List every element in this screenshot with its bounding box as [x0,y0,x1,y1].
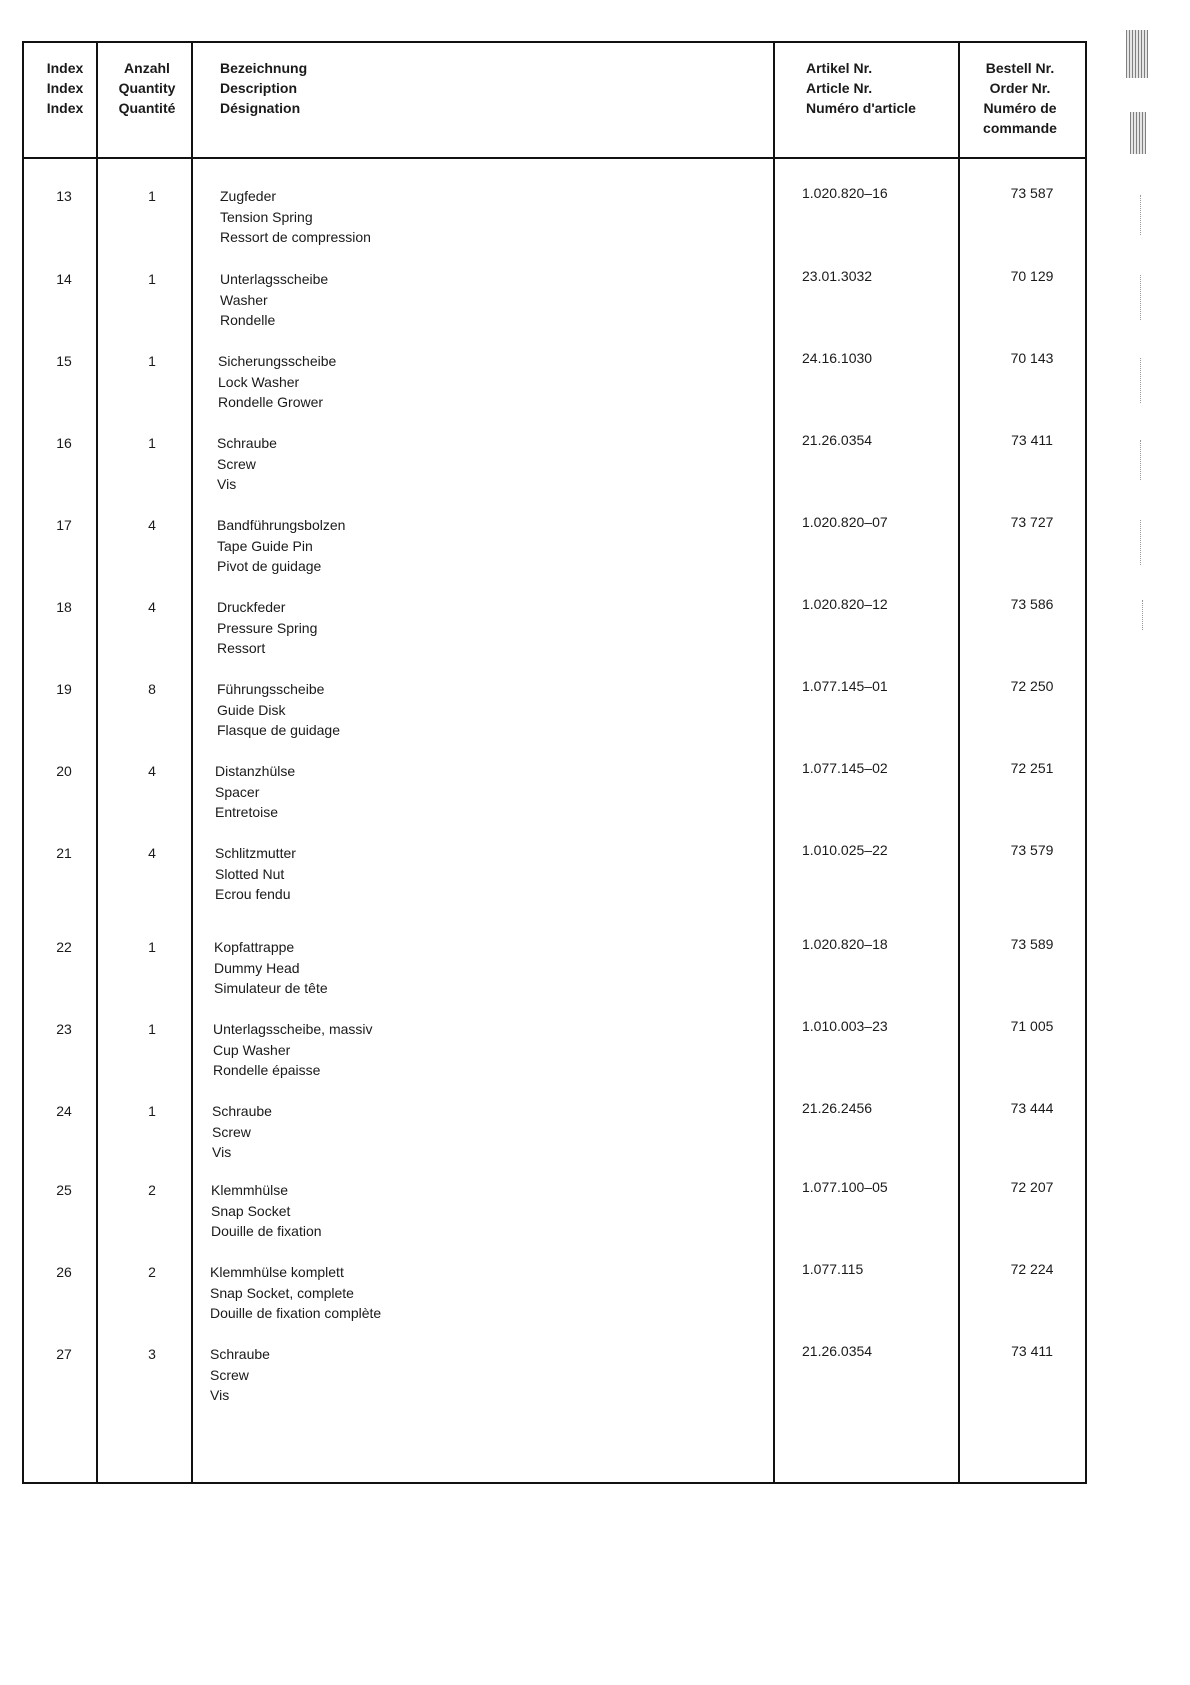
row-index: 25 [56,1182,72,1198]
row-quantity: 4 [148,763,156,779]
row-article-number: 1.077.115 [802,1261,864,1277]
row-quantity: 3 [148,1346,156,1362]
row-quantity: 1 [148,939,156,955]
row-article-number: 23.01.3032 [802,268,873,284]
row-index: 26 [56,1264,72,1280]
row-order-number: 72 250 [1010,678,1054,694]
row-index: 23 [56,1021,72,1037]
row-order-number: 70 143 [1010,350,1054,366]
header-article-number: Artikel Nr. Article Nr. Numéro d'article [806,60,916,116]
row-order-number: 73 589 [1010,936,1054,952]
table-row [22,843,1087,903]
table-row [22,1180,1087,1240]
row-quantity: 4 [148,599,156,615]
table-row [22,937,1087,997]
row-order-number: 72 207 [1010,1179,1054,1195]
row-description: Druckfeder Pressure Spring Ressort [217,599,318,656]
row-article-number: 21.26.0354 [802,432,873,448]
row-article-number: 21.26.0354 [802,1343,873,1359]
row-index: 14 [56,271,72,287]
row-description: Klemmhülse Snap Socket Douille de fixation [211,1182,322,1239]
row-quantity: 1 [148,1021,156,1037]
table-row [22,761,1087,821]
table-row [22,1101,1087,1161]
header-description: Bezeichnung Description Désignation [220,60,308,116]
row-index: 20 [56,763,72,779]
row-description: Kopfattrappe Dummy Head Simulateur de tête [214,939,328,996]
row-order-number: 72 224 [1010,1261,1054,1277]
row-index: 17 [56,517,72,533]
row-index: 21 [56,845,72,861]
table-row [22,679,1087,739]
row-description: Bandführungsbolzen Tape Guide Pin Pivot de guidage [217,517,346,574]
row-order-number: 73 587 [1010,185,1054,201]
row-description: Distanzhülse Spacer Entretoise [215,763,296,820]
row-quantity: 1 [148,188,156,204]
row-quantity: 8 [148,681,156,697]
row-description: Zugfeder Tension Spring Ressort de compression [220,188,371,245]
row-order-number: 73 586 [1010,596,1054,612]
row-quantity: 1 [148,1103,156,1119]
table-row [22,597,1087,657]
scan-artifact [1140,440,1147,480]
row-index: 16 [56,435,72,451]
row-quantity: 4 [148,517,156,533]
row-article-number: 1.010.003–23 [802,1018,888,1034]
table-row [22,433,1087,493]
row-article-number: 1.077.145–01 [802,678,888,694]
row-quantity: 2 [148,1182,156,1198]
row-description: Schraube Screw Vis [210,1346,270,1403]
scan-artifact [1126,30,1148,78]
row-index: 24 [56,1103,72,1119]
table-row [22,515,1087,575]
header-order-number: Bestell Nr. Order Nr. Numéro de commande [983,60,1057,136]
row-article-number: 24.16.1030 [802,350,873,366]
row-article-number: 1.010.025–22 [802,842,888,858]
row-order-number: 71 005 [1010,1018,1054,1034]
row-article-number: 21.26.2456 [802,1100,873,1116]
row-index: 27 [56,1346,72,1362]
scan-artifact [1140,358,1147,403]
table-row [22,351,1087,411]
table-row [22,1262,1087,1322]
row-quantity: 1 [148,435,156,451]
table-row [22,269,1087,329]
row-article-number: 1.020.820–18 [802,936,888,952]
row-index: 13 [56,188,72,204]
table-row [22,1344,1087,1404]
row-order-number: 73 411 [1011,1343,1053,1359]
row-index: 15 [56,353,72,369]
scan-artifact [1140,520,1147,565]
scan-artifact [1140,195,1147,235]
scan-artifact [1140,275,1147,320]
row-description: Unterlagsscheibe Washer Rondelle [220,271,329,328]
header-divider [22,157,1087,159]
row-order-number: 73 444 [1010,1100,1054,1116]
row-index: 18 [56,599,72,615]
row-article-number: 1.077.145–02 [802,760,888,776]
row-description: Schraube Screw Vis [217,435,277,492]
row-description: Führungsscheibe Guide Disk Flasque de guidage [217,681,340,738]
row-description: Klemmhülse komplett Snap Socket, complete Douille de fixation complète [210,1264,382,1321]
row-quantity: 4 [148,845,156,861]
row-article-number: 1.020.820–12 [802,596,888,612]
row-article-number: 1.020.820–16 [802,185,888,201]
table-row [22,186,1087,246]
header-quantity: Anzahl Quantity Quantité [118,60,176,116]
row-description: Schraube Screw Vis [212,1103,272,1160]
row-order-number: 73 579 [1010,842,1054,858]
row-article-number: 1.077.100–05 [802,1179,888,1195]
row-order-number: 70 129 [1010,268,1054,284]
row-quantity: 2 [148,1264,156,1280]
header-index: Index Index Index [46,60,84,116]
row-description: Schlitzmutter Slotted Nut Ecrou fendu [215,845,296,902]
row-description: Sicherungsscheibe Lock Washer Rondelle Grower [218,353,337,410]
row-order-number: 73 727 [1010,514,1054,530]
scan-artifact [1142,600,1149,630]
row-index: 22 [56,939,72,955]
row-order-number: 73 411 [1011,432,1053,448]
row-index: 19 [56,681,72,697]
row-description: Unterlagsscheibe, massiv Cup Washer Rondelle épaisse [213,1021,373,1078]
row-quantity: 1 [148,271,156,287]
scan-artifact [1130,112,1146,154]
table-row [22,1019,1087,1079]
row-order-number: 72 251 [1010,760,1054,776]
row-quantity: 1 [148,353,156,369]
row-article-number: 1.020.820–07 [802,514,888,530]
